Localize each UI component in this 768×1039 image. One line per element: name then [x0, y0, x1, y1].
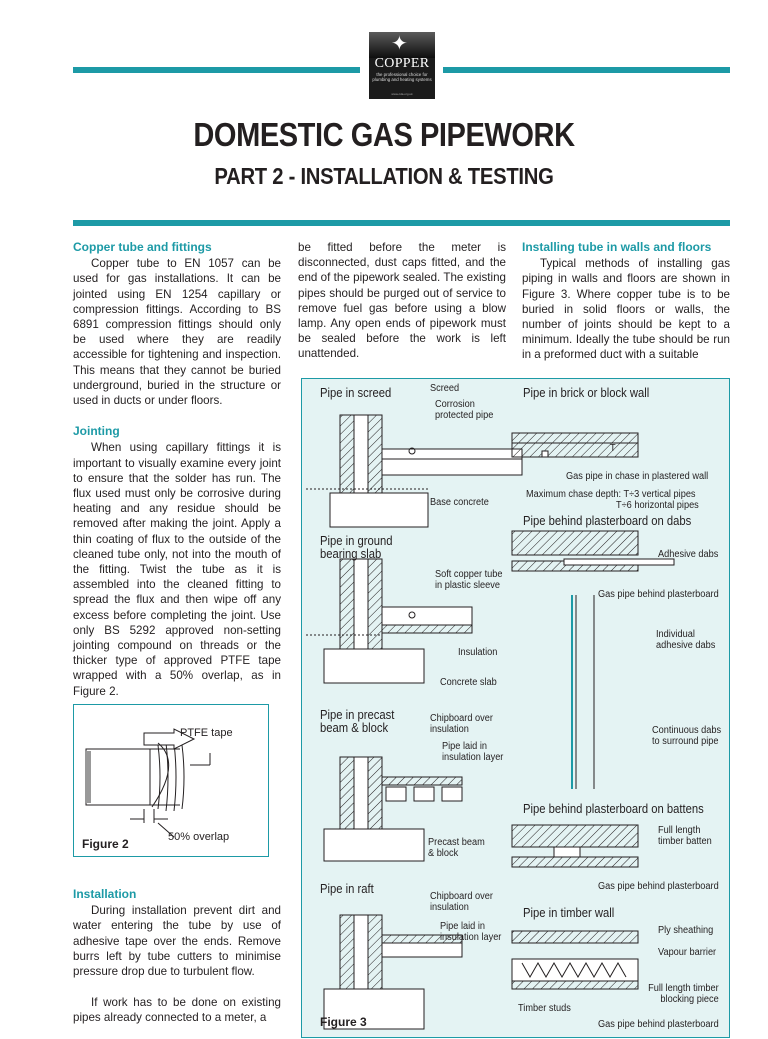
figure-2	[73, 704, 269, 857]
fig3-t-label: T	[610, 443, 616, 454]
copper-logo	[369, 32, 435, 99]
fig3-laid-in-1: Pipe laid in insulation layer	[442, 741, 504, 763]
para-copper-tube: Copper tube to EN 1057 can be used for gas installations. It can be jointed using EN 1254 capillary or compression fittings. According to BS 6891 compression fittings should only be used where they are readily accessible for tightening and inspection. This means that they cannot be buried underground, buried in the structure or used in ducts or under floors.	[73, 257, 281, 408]
figure-3-caption: Figure 3	[320, 1015, 367, 1029]
fig3-chipboard-1: Chipboard over insulation	[430, 713, 493, 735]
figure-2-caption: Figure 2	[82, 837, 129, 851]
fig3-dabs-title: Pipe behind plasterboard on dabs	[523, 514, 692, 528]
logo-tagline: the professional choice for plumbing and heating systems	[372, 72, 432, 82]
header-rule-right	[443, 67, 730, 73]
fig3-blocking: Full length timber blocking piece	[648, 983, 719, 1005]
sparkle-icon: ✦	[391, 33, 408, 55]
overlap-label: 50% overlap	[168, 831, 230, 843]
fig3-concrete-slab: Concrete slab	[440, 677, 497, 688]
fig3-individual: Individual adhesive dabs	[656, 629, 716, 651]
column-3	[522, 240, 730, 363]
page-subtitle: PART 2 - INSTALLATION & TESTING	[214, 163, 554, 189]
header-rule-left	[73, 67, 360, 73]
fig3-ground-title: Pipe in ground bearing slab	[320, 534, 393, 561]
para-meter: be fitted before the meter is disconnected, dust caps fitted, and the end of the pipework sealed. The existing pipes should be purged out of service to remove fuel gas before using a blow lamp. Any open ends of pipework must be sealed before the work is left unattended.	[298, 241, 506, 361]
fig3-brick-title: Pipe in brick or block wall	[523, 386, 650, 400]
fig3-precast-beam: Precast beam & block	[428, 837, 485, 859]
fig3-battens-title: Pipe behind plasterboard on battens	[523, 802, 704, 816]
fig3-timber-title: Pipe in timber wall	[523, 906, 615, 920]
column-1-lower	[73, 887, 281, 1026]
heading-jointing: Jointing	[73, 424, 120, 439]
fig3-adhesive-dabs: Adhesive dabs	[658, 549, 719, 560]
para-existing-pipes: If work has to be done on existing pipes already connected to a meter, a	[73, 996, 281, 1025]
fig3-ply: Ply sheathing	[658, 925, 714, 936]
fig3-precast-title: Pipe in precast beam & block	[320, 708, 395, 735]
fig3-soft-copper: Soft copper tube in plastic sleeve	[435, 569, 503, 591]
page-title: DOMESTIC GAS PIPEWORK	[193, 116, 575, 153]
fig3-laid-in-2: Pipe laid in insulation layer	[440, 921, 502, 943]
fig3-continuous: Continuous dabs to surround pipe	[652, 725, 722, 747]
fig3-max-chase: Maximum chase depth: T÷3 vertical pipes	[526, 489, 696, 500]
fig3-insulation: Insulation	[458, 647, 498, 658]
figure-3	[301, 378, 730, 1038]
heading-copper-tube: Copper tube and fittings	[73, 240, 212, 254]
logo-name: COPPER	[374, 56, 430, 71]
fig3-studs: Timber studs	[518, 1003, 571, 1014]
fig3-corrosion-label: Corrosion protected pipe	[435, 399, 494, 421]
para-installation: During installation prevent dirt and water entering the tube by use of adhesive tape over the ends. Remove burrs left by tube cutters to minimise pressure drop due to turbulent flow.	[73, 904, 281, 979]
para-walls-floors: Typical methods of installing gas piping in walls and floors are shown in Figure 3. Where copper tube is to be buried in solid floors or walls, the number of joints should be kept to a minimum. Ideally the tube should be run in a preformed duct with a suitable	[522, 257, 730, 362]
fig3-raft-title: Pipe in raft	[320, 882, 374, 896]
fig3-chase: Gas pipe in chase in plastered wall	[566, 471, 709, 482]
para-jointing: When using capillary fittings it is important to visually examine every joint to ensure that the solder has run. The flux used must only be corrosive during heating and any residue should be removed after making the joint. Apply a thin coating of flux to the outside of the cleaned tube only, not into the mouth of the fitting. Twist the tube as it is assembled into the cleaned fitting to spread the flux and then wipe off any excess before completing the joint. Use only BS 5292 approved non-setting jointing compound on threads or the thicker type of approved PTFE tape wrapped with a 50% overlap, as in Figure 2.	[73, 441, 281, 698]
fig3-full-batten: Full length timber batten	[658, 825, 712, 847]
fig3-vapour: Vapour barrier	[658, 947, 717, 958]
title-rule	[73, 220, 730, 226]
logo-url: www.cda.org.uk	[391, 92, 413, 96]
fig3-behind-pb-3: Gas pipe behind plasterboard	[598, 1019, 719, 1030]
fig3-behind-pb-2: Gas pipe behind plasterboard	[598, 881, 719, 892]
fig3-screed-title: Pipe in screed	[320, 386, 392, 400]
fig3-screed-label: Screed	[430, 383, 460, 394]
column-1	[73, 240, 281, 699]
fig3-max-chase-2: T÷6 horizontal pipes	[616, 500, 699, 511]
column-2	[298, 240, 506, 362]
fig3-behind-pb-1: Gas pipe behind plasterboard	[598, 589, 719, 600]
heading-installation: Installation	[73, 887, 137, 901]
fig3-base-concrete: Base concrete	[430, 497, 489, 508]
fig3-chipboard-2: Chipboard over insulation	[430, 891, 493, 913]
heading-walls-floors: Installing tube in walls and floors	[522, 240, 712, 254]
ptfe-tape-label: PTFE tape	[180, 727, 233, 739]
